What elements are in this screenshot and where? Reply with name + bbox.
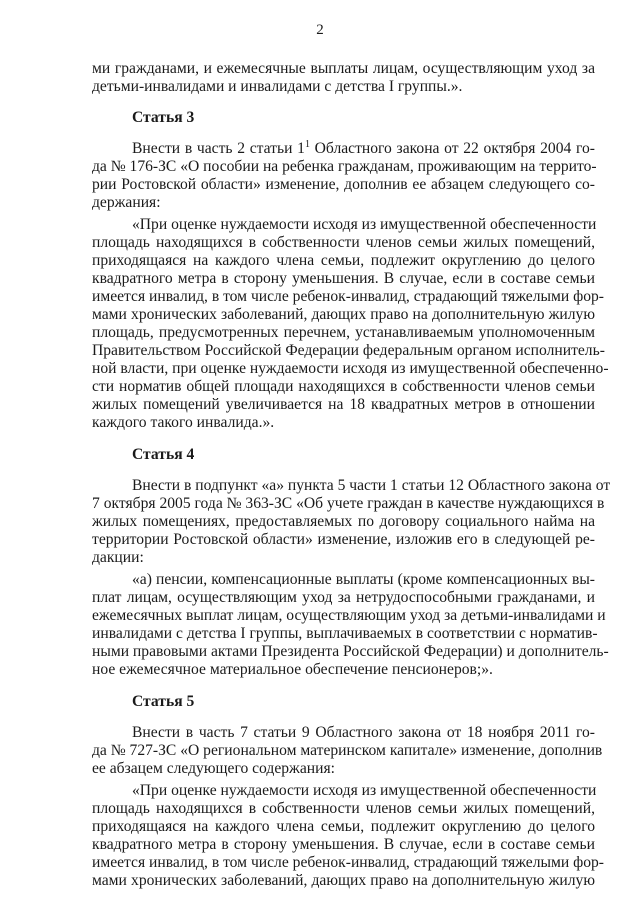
text-line: «При оценке нуждаемости исходя из имущественной обеспеченности	[132, 216, 597, 233]
text-line: ми гражданами, и ежемесячные выплаты лицам, осуществляющим уход за	[92, 60, 595, 77]
text-line: Внести в часть 7 статьи 9 Областного закона от 18 ноября 2011 го-	[132, 724, 595, 741]
text-line: сти норматив общей площади находящихся в собственности членов семьи	[92, 378, 595, 395]
text-line: мами хронических заболеваний, дающих право на дополнительную жилую	[92, 306, 595, 323]
text-line: «а) пенсии, компенсационные выплаты (кроме компенсационных вы-	[132, 571, 595, 588]
document-body	[92, 60, 611, 890]
text-line: каждого такого инвалида.».	[92, 414, 275, 431]
text-line: площадь находящихся в собственности членов семьи жилых помещений,	[92, 800, 595, 817]
article-3-title: Статья 3	[132, 109, 195, 126]
text-line: инвалидами с детства I группы, выплачиваемых в соответствии с норматив-	[92, 625, 598, 642]
text-line: ной власти, при оценке нуждаемости исходя из имущественной обеспеченно-	[92, 360, 609, 377]
text-line: Внести в подпункт «а» пункта 5 части 1 статьи 12 Областного закона от	[132, 477, 611, 494]
text-line: мами хронических заболеваний, дающих право на дополнительную жилую	[92, 872, 595, 889]
text-line: ежемесячных выплат лицам, осуществляющим уход за детьми-инвалидами и	[92, 607, 606, 624]
text-line: ное ежемесячное материальное обеспечение пенсионеров;».	[92, 661, 493, 678]
text-line: квадратного метра в сторону уменьшения. В случае, если в составе семьи	[92, 270, 595, 287]
text-line: держания:	[92, 194, 161, 211]
text-line: «При оценке нуждаемости исходя из имущественной обеспеченности	[132, 782, 597, 799]
text-line: площадь находящихся в собственности членов семьи жилых помещений,	[92, 234, 595, 251]
text-line: имеется инвалид, в том числе ребенок-инвалид, страдающий тяжелыми фор-	[92, 288, 604, 305]
text-fragment: Внести в часть 2 статьи 1	[132, 140, 305, 157]
text-line	[92, 140, 595, 158]
text-line: 7 октября 2005 года № 363-ЗС «Об учете граждан в качестве нуждающихся в	[92, 495, 605, 512]
text-line: рии Ростовской области» изменение, дополнив ее абзацем следующего со-	[92, 176, 595, 193]
text-fragment: Областного закона от 22 октября 2004 го-	[309, 140, 595, 157]
text-line: да № 727-ЗС «О региональном материнском капитале» изменение, дополнив	[92, 742, 603, 759]
text-line: квадратного метра в сторону уменьшения. В случае, если в составе семьи	[92, 836, 595, 853]
text-line: плат лицам, осуществляющим уход за нетрудоспособными гражданами, и	[92, 589, 595, 606]
article-4-title: Статья 4	[132, 446, 195, 463]
text-line: Правительством Российской Федерации федеральным органом исполнитель-	[92, 342, 605, 359]
text-line: дакции:	[92, 549, 144, 566]
text-line: ными правовыми актами Президента Российской Федерации) и дополнитель-	[92, 643, 609, 660]
text-line: приходящаяся на каждого члена семьи, подлежит округлению до целого	[92, 252, 595, 269]
page-number: 2	[316, 22, 324, 38]
text-line: детьми-инвалидами и инвалидами с детства I группы.».	[92, 78, 463, 95]
text-line: жилых помещениях, предоставляемых по договору социального найма на	[92, 513, 595, 530]
text-line: да № 176-ЗС «О пособии на ребенка гражданам, проживающим на террито-	[92, 158, 597, 175]
text-line: ее абзацем следующего содержания:	[92, 760, 335, 777]
text-line: жилых помещений увеличивается на 18 квадратных метров в отношении	[92, 396, 595, 413]
text-line: имеется инвалид, в том числе ребенок-инвалид, страдающий тяжелыми фор-	[92, 854, 604, 871]
superscript: 1	[304, 139, 310, 150]
text-line: территории Ростовской области» изменение, изложив его в следующей ре-	[92, 531, 595, 548]
text-line: площадь, предусмотренных перечнем, устанавливаемым уполномоченным	[92, 324, 595, 341]
text-line: приходящаяся на каждого члена семьи, подлежит округлению до целого	[92, 818, 595, 835]
article-5-title: Статья 5	[132, 693, 195, 710]
